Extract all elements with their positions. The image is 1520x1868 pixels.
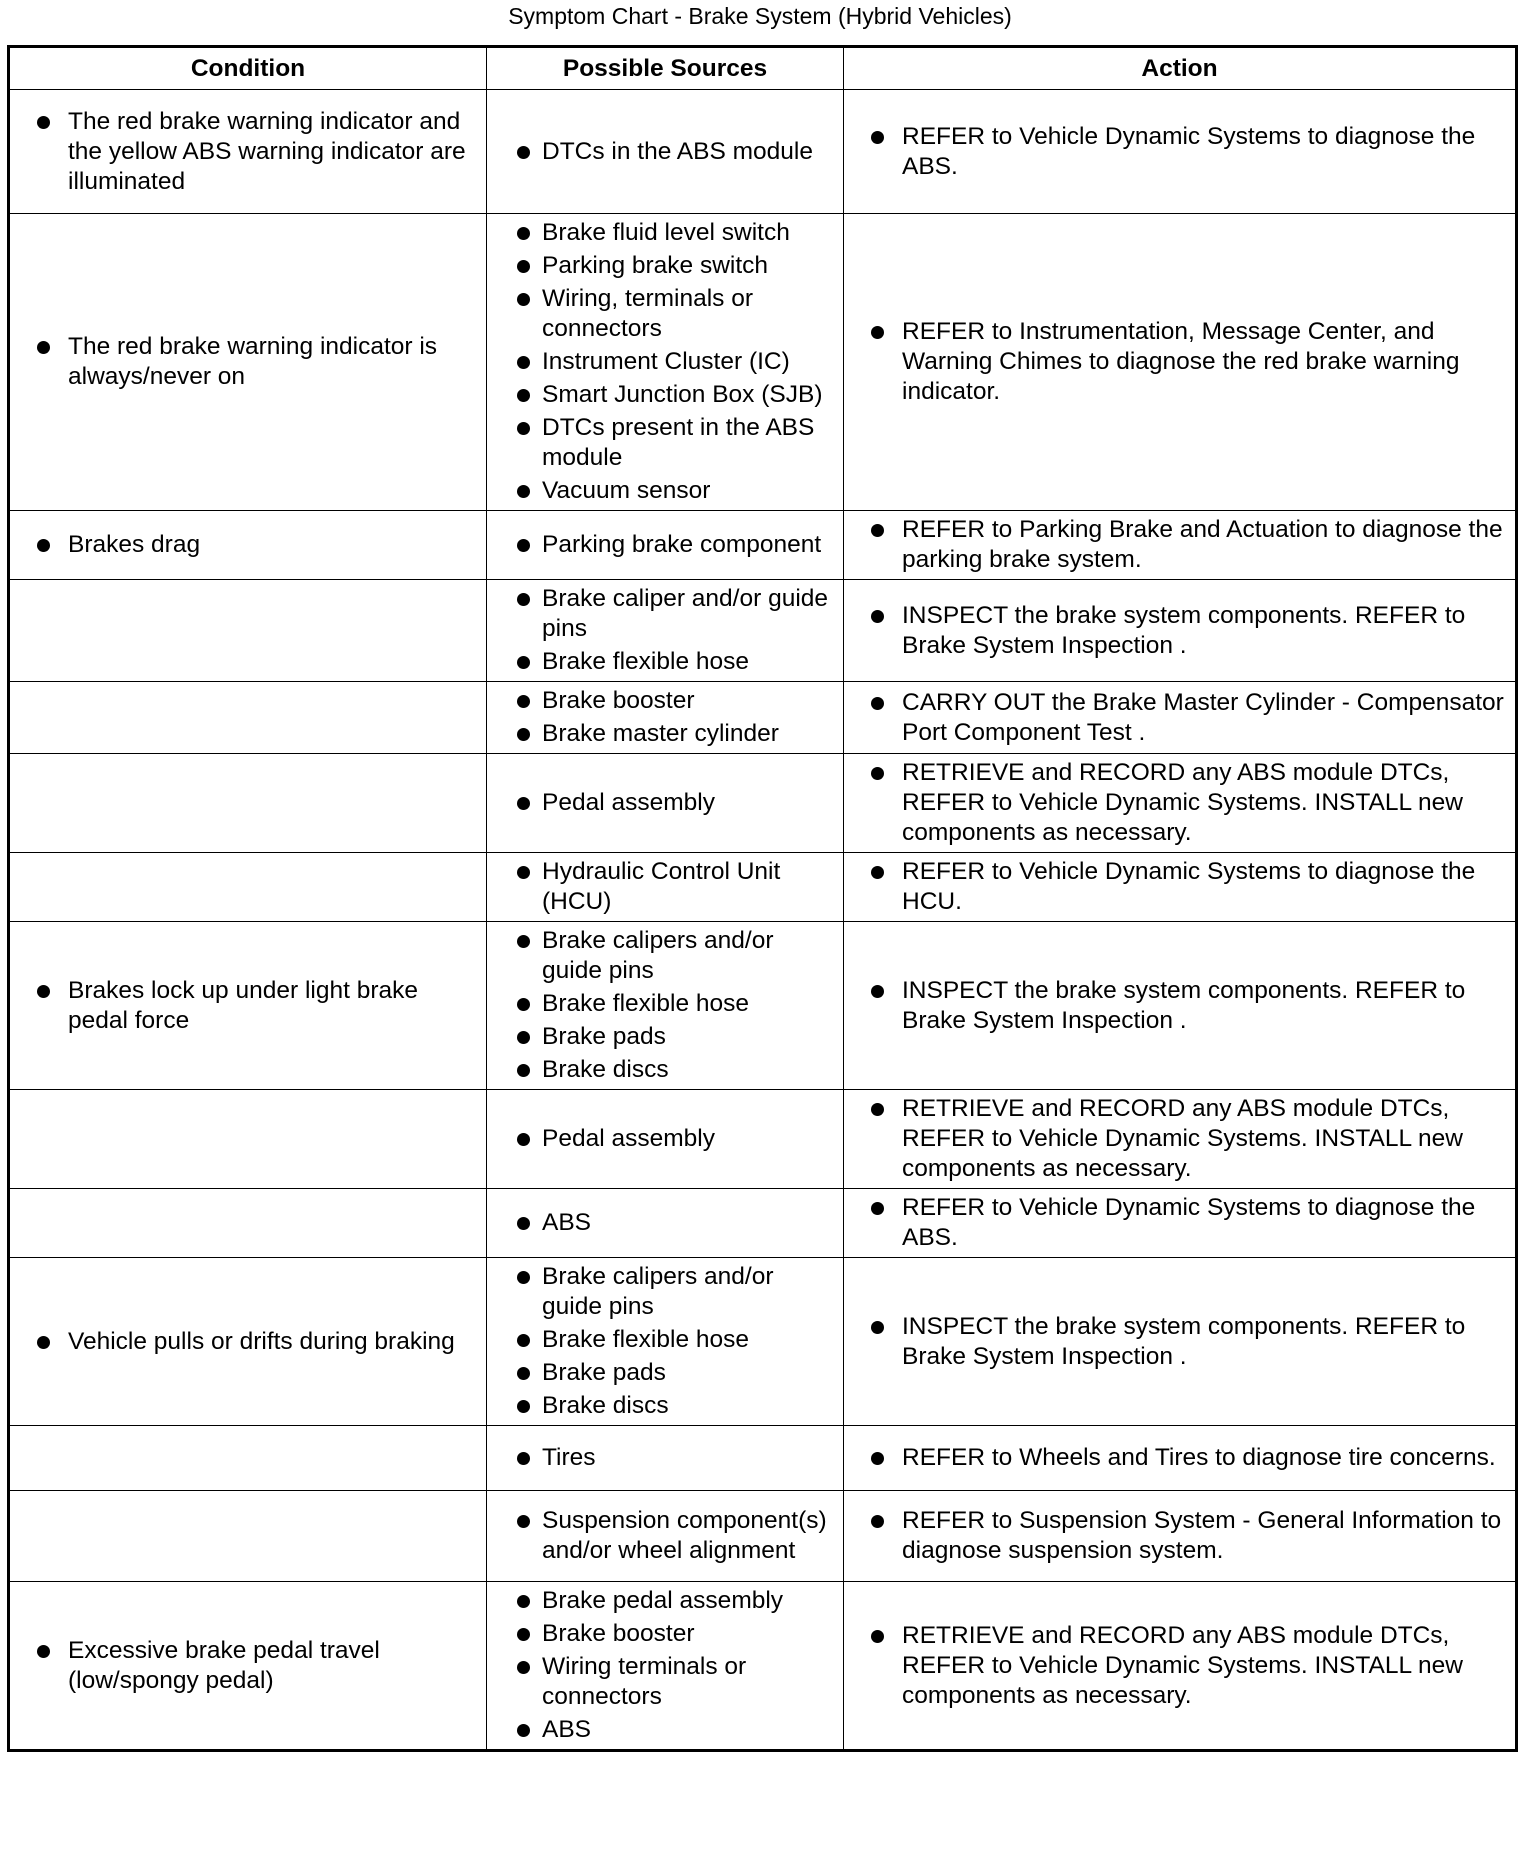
- condition-item: Vehicle pulls or drifts during braking: [18, 1327, 478, 1357]
- possible-sources-column-header: Possible Sources: [487, 47, 844, 90]
- condition-item: The red brake warning indicator is always/never on: [18, 332, 478, 392]
- action-item: INSPECT the brake system components. REFER to Brake System Inspection .: [852, 601, 1507, 661]
- sources-list: [495, 788, 835, 818]
- action-item: RETRIEVE and RECORD any ABS module DTCs, REFER to Vehicle Dynamic Systems. INSTALL new components as necessary.: [852, 1621, 1507, 1711]
- source-item: Vacuum sensor: [495, 476, 835, 506]
- sources-list: [495, 857, 835, 917]
- action-cell: [844, 682, 1517, 754]
- possible-sources-cell: [487, 1426, 844, 1491]
- condition-list: [18, 1636, 478, 1696]
- condition-cell: [9, 90, 487, 214]
- source-item: Smart Junction Box (SJB): [495, 380, 835, 410]
- table-row: [9, 580, 1517, 682]
- source-item: Parking brake component: [495, 530, 835, 560]
- source-item: DTCs present in the ABS module: [495, 413, 835, 473]
- condition-cell: [9, 214, 487, 511]
- source-item: Brake discs: [495, 1055, 835, 1085]
- condition-column-header: Condition: [9, 47, 487, 90]
- table-row: [9, 1090, 1517, 1189]
- condition-list: [18, 530, 478, 560]
- source-item: Brake pedal assembly: [495, 1586, 835, 1616]
- action-list: [852, 758, 1507, 848]
- source-item: Wiring, terminals or connectors: [495, 284, 835, 344]
- source-item: Hydraulic Control Unit (HCU): [495, 857, 835, 917]
- source-item: ABS: [495, 1208, 835, 1238]
- source-item: Brake pads: [495, 1358, 835, 1388]
- source-item: Brake master cylinder: [495, 719, 835, 749]
- condition-cell: [9, 682, 487, 754]
- action-list: [852, 1094, 1507, 1184]
- source-item: ABS: [495, 1715, 835, 1745]
- condition-item: Brakes lock up under light brake pedal force: [18, 976, 478, 1036]
- action-cell: [844, 511, 1517, 580]
- source-item: Brake pads: [495, 1022, 835, 1052]
- table-row: [9, 214, 1517, 511]
- possible-sources-cell: [487, 580, 844, 682]
- source-item: Brake calipers and/or guide pins: [495, 1262, 835, 1322]
- action-item: REFER to Wheels and Tires to diagnose tire concerns.: [852, 1443, 1507, 1473]
- possible-sources-cell: [487, 922, 844, 1090]
- table-row: [9, 1189, 1517, 1258]
- chart-title: Symptom Chart - Brake System (Hybrid Vehicles): [508, 3, 1012, 29]
- table-row: [9, 853, 1517, 922]
- action-item: REFER to Suspension System - General Information to diagnose suspension system.: [852, 1506, 1507, 1566]
- sources-list: [495, 218, 835, 506]
- source-item: Brake booster: [495, 1619, 835, 1649]
- table-row: [9, 754, 1517, 853]
- action-cell: [844, 580, 1517, 682]
- condition-item: Brakes drag: [18, 530, 478, 560]
- action-item: REFER to Vehicle Dynamic Systems to diagnose the ABS.: [852, 1193, 1507, 1253]
- sources-list: [495, 1506, 835, 1566]
- source-item: Tires: [495, 1443, 835, 1473]
- source-item: Parking brake switch: [495, 251, 835, 281]
- action-cell: [844, 754, 1517, 853]
- source-item: Brake discs: [495, 1391, 835, 1421]
- action-list: [852, 1506, 1507, 1566]
- possible-sources-cell: [487, 682, 844, 754]
- condition-list: [18, 1327, 478, 1357]
- action-cell: [844, 1090, 1517, 1189]
- possible-sources-cell: [487, 1090, 844, 1189]
- condition-list: [18, 107, 478, 197]
- source-item: Brake caliper and/or guide pins: [495, 584, 835, 644]
- condition-cell: [9, 1426, 487, 1491]
- action-cell: [844, 853, 1517, 922]
- action-list: [852, 976, 1507, 1036]
- action-list: [852, 1621, 1507, 1711]
- table-row: [9, 1491, 1517, 1582]
- table-row: [9, 1426, 1517, 1491]
- action-list: [852, 515, 1507, 575]
- source-item: DTCs in the ABS module: [495, 137, 835, 167]
- action-list: [852, 122, 1507, 182]
- condition-cell: [9, 853, 487, 922]
- condition-cell: [9, 922, 487, 1090]
- condition-list: [18, 976, 478, 1036]
- action-list: [852, 1193, 1507, 1253]
- source-item: Wiring terminals or connectors: [495, 1652, 835, 1712]
- possible-sources-cell: [487, 214, 844, 511]
- action-item: INSPECT the brake system components. REFER to Brake System Inspection .: [852, 976, 1507, 1036]
- action-item: RETRIEVE and RECORD any ABS module DTCs, REFER to Vehicle Dynamic Systems. INSTALL new components as necessary.: [852, 1094, 1507, 1184]
- sources-list: [495, 137, 835, 167]
- action-cell: [844, 214, 1517, 511]
- condition-cell: [9, 1189, 487, 1258]
- action-list: [852, 857, 1507, 917]
- table-row: [9, 682, 1517, 754]
- condition-cell: [9, 1258, 487, 1426]
- possible-sources-cell: [487, 1582, 844, 1751]
- possible-sources-cell: [487, 1189, 844, 1258]
- sources-list: [495, 584, 835, 677]
- sources-list: [495, 1208, 835, 1238]
- action-cell: [844, 1258, 1517, 1426]
- possible-sources-cell: [487, 1491, 844, 1582]
- condition-cell: [9, 1090, 487, 1189]
- condition-list: [18, 332, 478, 392]
- source-item: Suspension component(s) and/or wheel alignment: [495, 1506, 835, 1566]
- table-row: [9, 90, 1517, 214]
- sources-list: [495, 1262, 835, 1421]
- possible-sources-cell: [487, 1258, 844, 1426]
- possible-sources-cell: [487, 511, 844, 580]
- sources-list: [495, 1124, 835, 1154]
- action-item: REFER to Vehicle Dynamic Systems to diagnose the ABS.: [852, 122, 1507, 182]
- sources-list: [495, 530, 835, 560]
- action-list: [852, 1443, 1507, 1473]
- symptom-chart-table: [7, 45, 1518, 1752]
- header-row: [9, 47, 1517, 90]
- action-item: REFER to Vehicle Dynamic Systems to diagnose the HCU.: [852, 857, 1507, 917]
- condition-item: Excessive brake pedal travel (low/spongy pedal): [18, 1636, 478, 1696]
- source-item: Pedal assembly: [495, 1124, 835, 1154]
- possible-sources-cell: [487, 90, 844, 214]
- possible-sources-cell: [487, 853, 844, 922]
- source-item: Brake calipers and/or guide pins: [495, 926, 835, 986]
- table-row: [9, 511, 1517, 580]
- source-item: Instrument Cluster (IC): [495, 347, 835, 377]
- action-item: RETRIEVE and RECORD any ABS module DTCs, REFER to Vehicle Dynamic Systems. INSTALL new components as necessary.: [852, 758, 1507, 848]
- source-item: Brake flexible hose: [495, 1325, 835, 1355]
- sources-list: [495, 686, 835, 749]
- action-cell: [844, 922, 1517, 1090]
- source-item: Brake flexible hose: [495, 989, 835, 1019]
- condition-cell: [9, 1491, 487, 1582]
- action-item: CARRY OUT the Brake Master Cylinder - Compensator Port Component Test .: [852, 688, 1507, 748]
- table-row: [9, 1582, 1517, 1751]
- sources-list: [495, 926, 835, 1085]
- condition-item: The red brake warning indicator and the yellow ABS warning indicator are illuminated: [18, 107, 478, 197]
- action-cell: [844, 1189, 1517, 1258]
- condition-cell: [9, 1582, 487, 1751]
- sources-list: [495, 1586, 835, 1745]
- action-column-header: Action: [844, 47, 1517, 90]
- condition-cell: [9, 580, 487, 682]
- source-item: Brake flexible hose: [495, 647, 835, 677]
- action-item: REFER to Instrumentation, Message Center, and Warning Chimes to diagnose the red brake warning indicator.: [852, 317, 1507, 407]
- action-list: [852, 1312, 1507, 1372]
- source-item: Brake booster: [495, 686, 835, 716]
- action-cell: [844, 1582, 1517, 1751]
- action-cell: [844, 1491, 1517, 1582]
- action-item: INSPECT the brake system components. REFER to Brake System Inspection .: [852, 1312, 1507, 1372]
- action-item: REFER to Parking Brake and Actuation to diagnose the parking brake system.: [852, 515, 1507, 575]
- table-row: [9, 922, 1517, 1090]
- source-item: Brake fluid level switch: [495, 218, 835, 248]
- action-cell: [844, 90, 1517, 214]
- action-list: [852, 688, 1507, 748]
- sources-list: [495, 1443, 835, 1473]
- action-list: [852, 601, 1507, 661]
- action-list: [852, 317, 1507, 407]
- condition-cell: [9, 754, 487, 853]
- possible-sources-cell: [487, 754, 844, 853]
- table-row: [9, 1258, 1517, 1426]
- condition-cell: [9, 511, 487, 580]
- source-item: Pedal assembly: [495, 788, 835, 818]
- action-cell: [844, 1426, 1517, 1491]
